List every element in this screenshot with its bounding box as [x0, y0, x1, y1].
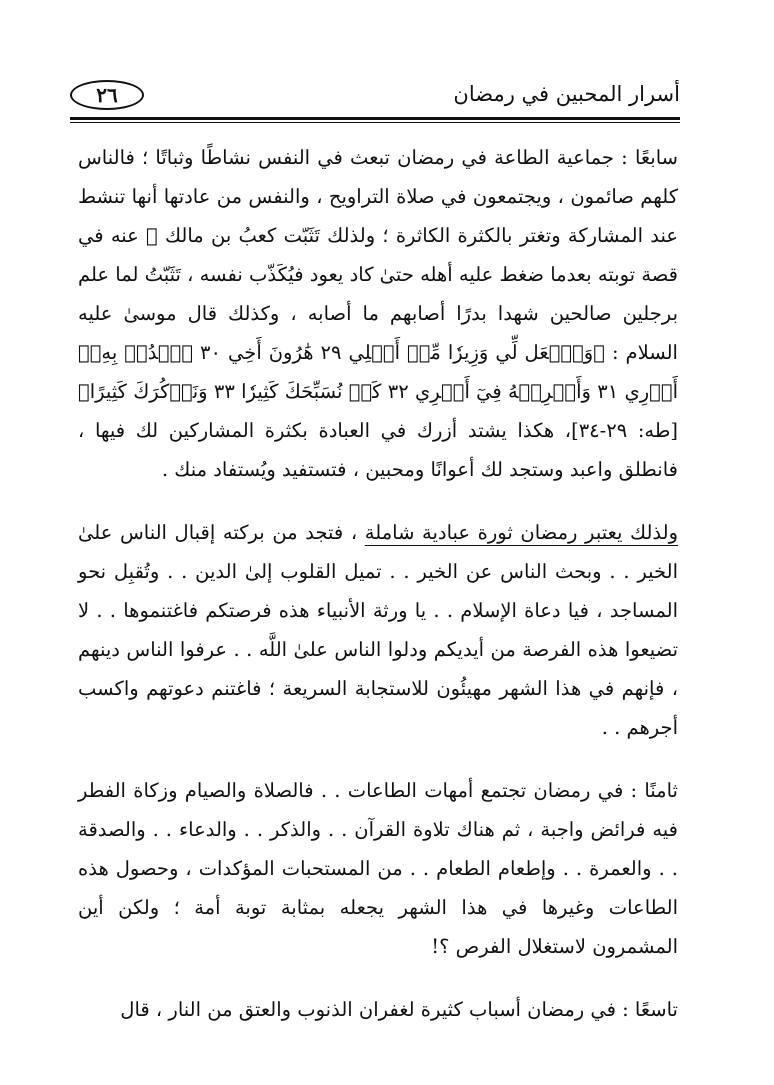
paragraph-eighth: ثامنًا : في رمضان تجتمع أمهات الطاعات . . فالصلاة والصيام وزكاة الفطر فيه فرائض واجبة ، ثم هناك تلاوة القرآن . . والذكر . . والدعاء . . والصدقة . . والعمرة . . وإطعام الطعام . . من المستحبات المؤكدات ، وحصول هذه الطاعات وغيرها في هذا الشهر يجعله بمثابة توبة أمة ؛ ولكن أين المشمرون لاستغلال الفرص ؟! [78, 779, 678, 958]
paragraph-seventh: سابعًا : جماعية الطاعة في رمضان تبعث في النفس نشاطًا وثباتًا ؛ فالناس كلهم صائمون ، ويجتمعون في صلاة التراويح ، والنفس من عادتها أنها تنشط عند المشاركة وتغتر بالكثرة الكاثرة ؛ ولذلك تَثَبّت كعبُ بن مالك ﷺ عنه في قصة توبته بعدما ضغط عليه أهله حتىٰ كاد يعود فيُكَذّب نفسه ، تَثَبّتُ لما علم برجلين صالحين شهدا بدرًا أصابهم ما أصابه ، وكذلك قال موسىٰ عليه السلام : ﴿وَٱجۡعَل لِّي وَزِيرٗا مِّنۡ أَهۡلِي ٢٩ هَٰرُونَ أَخِي ٣٠ ٱشۡدُدۡ بِهِۦٓ أَزۡرِي ٣١ وَأَشۡرِكۡهُ فِيٓ أَمۡرِي ٣٢ كَيۡ نُسَبِّحَكَ كَثِيرٗا ٣٣ وَنَذۡكُرَكَ كَثِيرًا﴾ [طه: ٢٩-٣٤]، هكذا يشتد أزرك في العبادة بكثرة المشاركين لك فيها ، فانطلق واعبد وستجد لك أعوانًا ومحبين ، فتستفيد ويُستفاد منك . [78, 146, 678, 481]
header-rule-thin [70, 122, 680, 123]
paragraph-revolution [78, 513, 678, 747]
paragraph-revolution-text: ، فتجد من بركته إقبال الناس علىٰ الخير . . وبحث الناس عن الخير . . تميل القلوب إلىٰ الدين . . وتُقبِل نحو المساجد ، فيا دعاة الإسلام . . يا ورثة الأنبياء هذه فرصتكم فاغتنموها . . لا تضيعوا هذه الفرصة من أيديكم ودلوا الناس علىٰ اللَّه . . عرفوا الناس دينهم ، فإنهم في هذا الشهر مهيئُون للاستجابة السريعة ؛ فاغتنم دعوتهم واكسب أجرهم . . [78, 521, 678, 739]
book-title: أسرار المحبين في رمضان [453, 82, 680, 106]
underlined-phrase: ولذلك يعتبر رمضان ثورة عبادية شاملة [364, 521, 678, 544]
page-number: ٢٦ [70, 80, 144, 110]
running-header [70, 78, 680, 116]
page-body [78, 138, 678, 1053]
paragraph-ninth: تاسعًا : في رمضان أسباب كثيرة لغفران الذنوب والعتق من النار ، قال [120, 998, 678, 1021]
header-rule-thick [70, 117, 680, 120]
